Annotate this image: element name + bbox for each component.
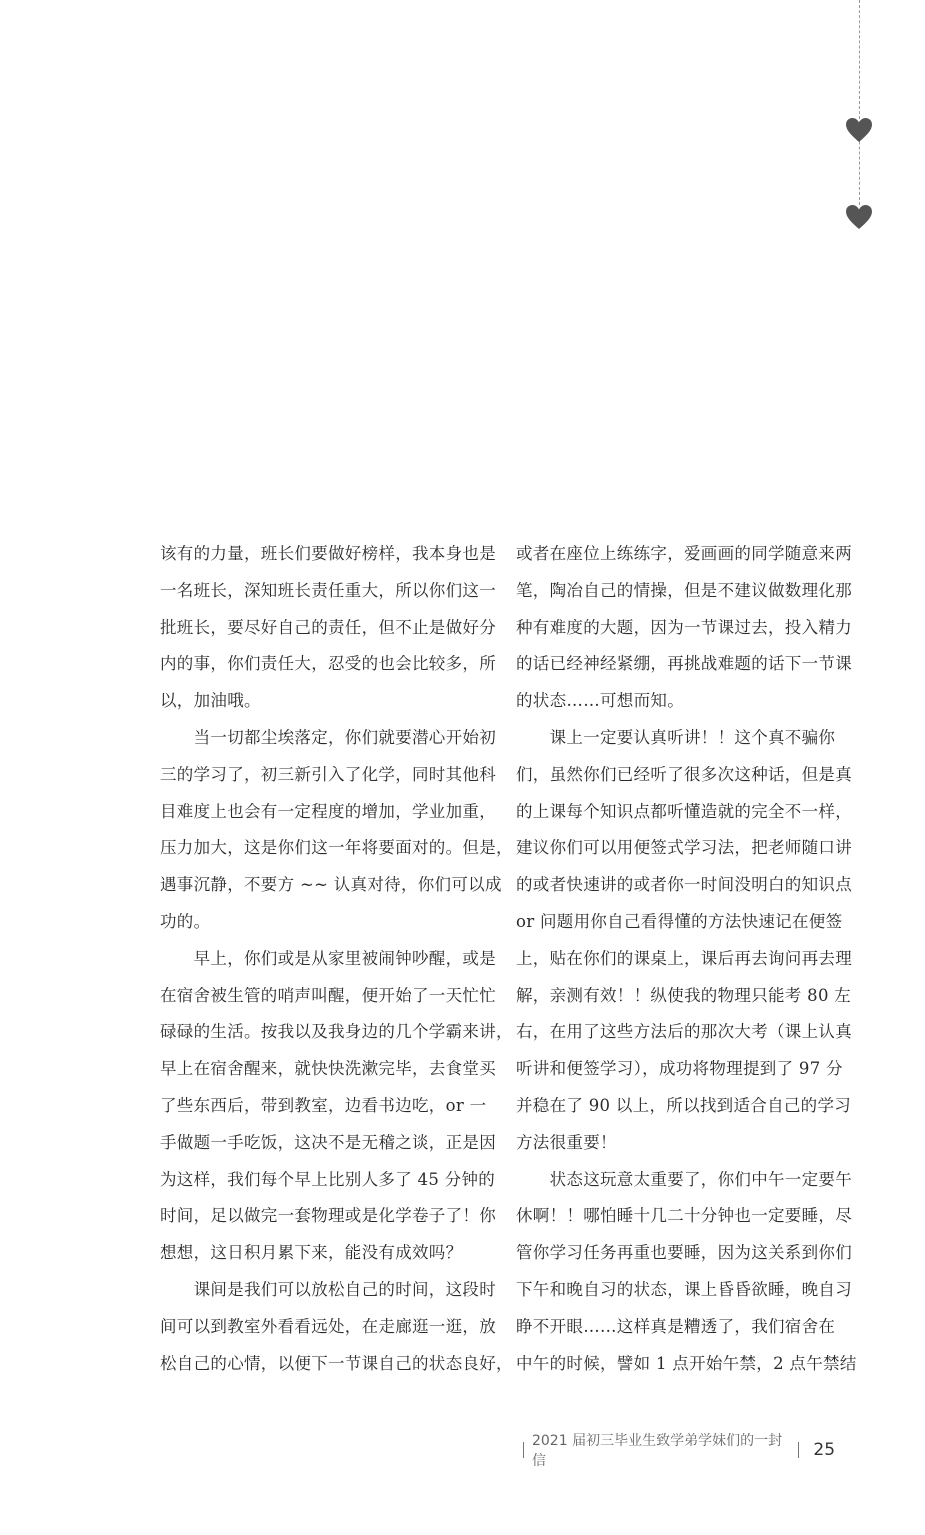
text-line: 笔，陶冶自己的情操，但是不建议做数理化那 — [516, 580, 852, 600]
text-line: 压力加大，这是你们这一年将要面对的。但是， — [160, 838, 513, 858]
left-text-column — [160, 536, 513, 1382]
text-line: 以，加油哦。 — [160, 691, 261, 711]
text-line: 们，虽然你们已经听了很多次这种话，但是真 — [516, 764, 852, 784]
text-line: 批班长，要尽好自己的责任，但不止是做好分 — [160, 617, 496, 637]
text-line: 了些东西后，带到教室，边看书边吃，or 一 — [160, 1095, 487, 1115]
text-line: 上，贴在你们的课桌上，课后再去询问再去理 — [516, 948, 852, 968]
text-line: 解，亲测有效！！纵使我的物理只能考 80 左 — [516, 985, 852, 1005]
text-line: 右，在用了这些方法后的那次大考（课上认真 — [516, 1022, 852, 1042]
text-line: 听讲和便签学习），成功将物理提到了 97 分 — [516, 1059, 843, 1079]
decorative-dashed-line — [859, 0, 860, 205]
text-line: 在宿舍被生管的哨声叫醒，便开始了一天忙忙 — [160, 985, 496, 1005]
text-line: 状态这玩意太重要了，你们中午一定要午 — [516, 1169, 852, 1189]
text-line: or 问题用你自己看得懂的方法快速记在便签 — [516, 911, 843, 931]
text-line: 为这样，我们每个早上比别人多了 45 分钟的 — [160, 1169, 496, 1189]
text-line: 碌碌的生活。按我以及我身边的几个学霸来讲， — [160, 1022, 513, 1042]
text-line: 种有难度的大题，因为一节课过去，投入精力 — [516, 617, 852, 637]
text-line: 建议你们可以用便签式学习法，把老师随口讲 — [516, 838, 852, 858]
text-line: 一名班长，深知班长责任重大，所以你们这一 — [160, 580, 496, 600]
text-line: 手做题一手吃饭，这决不是无稽之谈，正是因 — [160, 1132, 496, 1152]
text-line: 功的。 — [160, 911, 211, 931]
footer-title: 2021 届初三毕业生致学弟学妹们的一封信 — [531, 1433, 783, 1469]
text-line: 睁不开眼……这样真是糟透了，我们宿舍在 — [516, 1316, 836, 1336]
text-line: 的话已经神经紧绷，再挑战难题的话下一节课 — [516, 654, 852, 674]
text-line: 休啊！！哪怕睡十几二十分钟也一定要睡，尽 — [516, 1206, 852, 1226]
text-line: 目难度上也会有一定程度的增加，学业加重， — [160, 801, 496, 821]
text-line: 早上，你们或是从家里被闹钟吵醒，或是 — [160, 948, 496, 968]
heart-icon — [845, 203, 873, 231]
text-line: 当一切都尘埃落定，你们就要潜心开始初 — [160, 727, 496, 747]
text-line: 时间，足以做完一套物理或是化学卷子了！你 — [160, 1206, 496, 1226]
text-line: 的上课每个知识点都听懂造就的完全不一样， — [516, 801, 852, 821]
heart-icon — [845, 116, 873, 144]
text-line: 的或者快速讲的或者你一时间没明白的知识点 — [516, 875, 852, 895]
text-line: 下午和晚自习的状态，课上昏昏欲睡，晚自习 — [516, 1279, 852, 1299]
text-line: 或者在座位上练练字，爱画画的同学随意来两 — [516, 544, 852, 563]
text-line: 间可以到教室外看看远处，在走廊逛一逛，放 — [160, 1316, 496, 1336]
text-line: 松自己的心情，以便下一节课自己的状态良好， — [160, 1353, 513, 1373]
text-line: 管你学习任务再重也要睡，因为这关系到你们 — [516, 1243, 852, 1263]
text-line: 该有的力量，班长们要做好榜样，我本身也是 — [160, 544, 496, 563]
text-line: 课上一定要认真听讲！！这个真不骗你 — [516, 727, 836, 747]
text-line: 课间是我们可以放松自己的时间，这段时 — [160, 1279, 496, 1299]
text-line: 的状态……可想而知。 — [516, 691, 684, 711]
text-line: 早上在宿舍醒来，就快快洗漱完毕，去食堂买 — [160, 1059, 496, 1079]
text-line: 内的事，你们责任大，忍受的也会比较多，所 — [160, 654, 496, 674]
text-line: 中午的时候，譬如 1 点开始午禁，2 点午禁结 — [516, 1353, 857, 1373]
right-text-column — [516, 536, 857, 1382]
footer-divider — [798, 1442, 799, 1458]
text-line: 想想，这日积月累下来，能没有成效吗？ — [160, 1243, 463, 1263]
text-line: 三的学习了，初三新引入了化学，同时其他科 — [160, 764, 496, 784]
page-footer — [515, 1433, 836, 1469]
text-line: 方法很重要！ — [516, 1132, 617, 1152]
text-line: 并稳在了 90 以上，所以找到适合自己的学习 — [516, 1095, 852, 1115]
page-number: 25 — [813, 1440, 836, 1460]
text-line: 遇事沉静，不要方 ~~ 认真对待，你们可以成 — [160, 875, 502, 895]
footer-divider — [523, 1442, 524, 1458]
